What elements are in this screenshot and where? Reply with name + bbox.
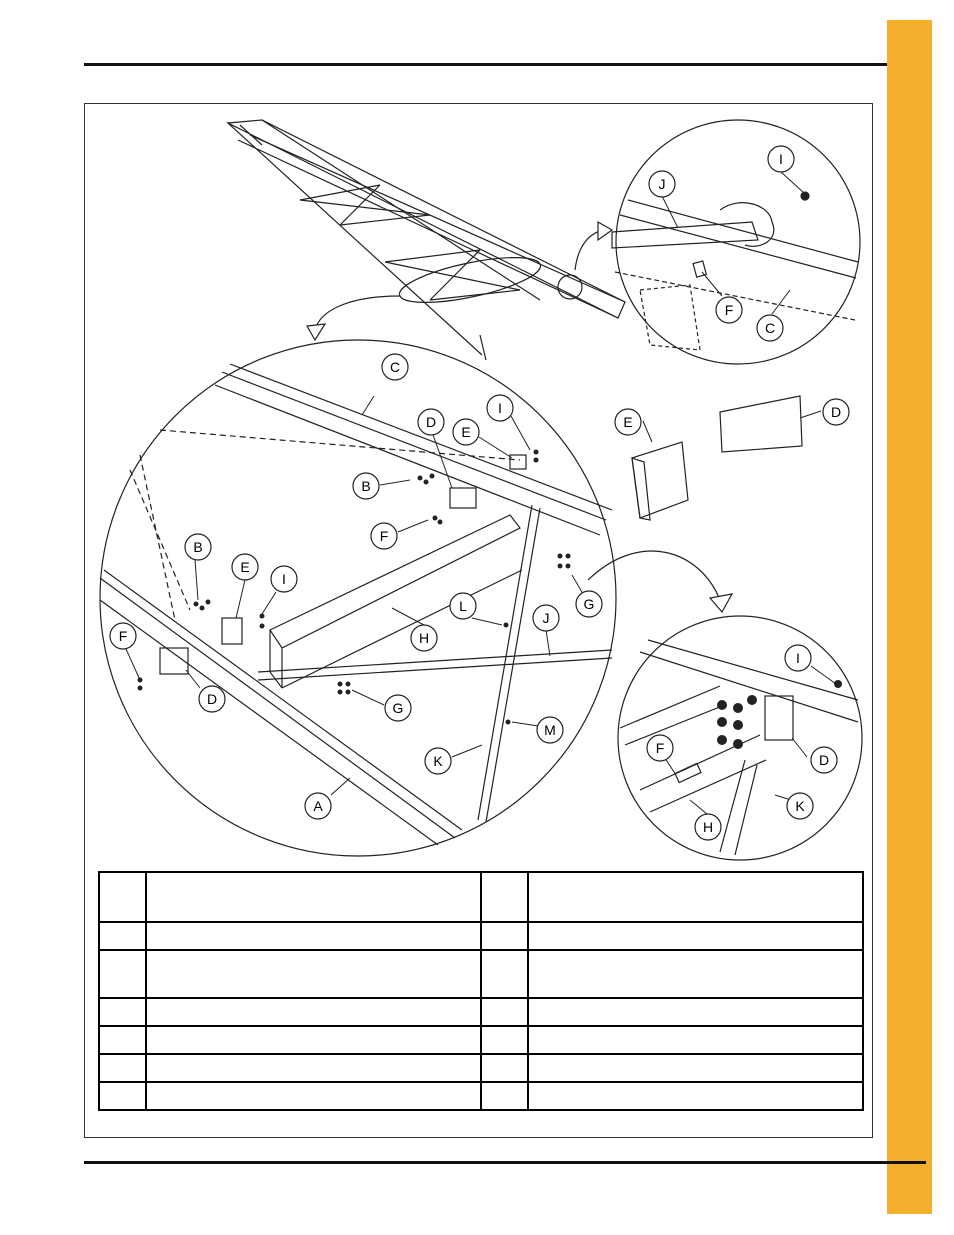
svg-text:F: F xyxy=(655,740,665,756)
svg-text:F: F xyxy=(724,302,734,318)
svg-text:F: F xyxy=(118,628,128,644)
svg-text:B: B xyxy=(193,539,203,555)
label-m-main xyxy=(537,717,563,743)
table-cell xyxy=(528,1026,863,1054)
table-cell xyxy=(481,1054,528,1082)
table-cell xyxy=(146,872,481,922)
label-d-left xyxy=(199,686,225,712)
table-row xyxy=(99,950,863,998)
label-f-left xyxy=(110,623,136,649)
svg-text:J: J xyxy=(542,610,550,626)
svg-text:E: E xyxy=(623,414,633,430)
table-cell xyxy=(528,922,863,950)
label-c-main xyxy=(382,354,408,380)
arrow-to-bottom-detail xyxy=(588,551,720,600)
table-cell xyxy=(146,950,481,998)
table-cell xyxy=(146,922,481,950)
bracket-e-loose xyxy=(632,442,688,520)
table-cell xyxy=(99,1026,146,1054)
svg-text:G: G xyxy=(392,700,404,716)
table-cell xyxy=(528,1082,863,1110)
detail-main xyxy=(100,340,616,856)
table-cell xyxy=(528,998,863,1026)
label-e-loose xyxy=(615,409,641,435)
label-f-bottom xyxy=(647,735,673,761)
table-cell xyxy=(481,998,528,1026)
table-cell xyxy=(528,1054,863,1082)
svg-text:J: J xyxy=(658,176,666,192)
label-b-main xyxy=(353,473,379,499)
svg-text:G: G xyxy=(583,596,595,612)
assembly-drawing xyxy=(90,110,868,865)
svg-text:H: H xyxy=(418,630,430,646)
svg-text:D: D xyxy=(830,404,842,420)
label-e-left xyxy=(232,554,258,580)
svg-text:M: M xyxy=(544,722,556,738)
table-cell xyxy=(99,950,146,998)
svg-text:K: K xyxy=(433,753,443,769)
table-cell xyxy=(146,1054,481,1082)
table-cell xyxy=(528,872,863,922)
table-row xyxy=(99,1054,863,1082)
svg-text:I: I xyxy=(498,400,502,416)
label-f-top xyxy=(716,297,742,323)
label-c-top xyxy=(757,315,783,341)
table-cell xyxy=(99,1082,146,1110)
svg-text:D: D xyxy=(425,414,437,430)
truss-overview xyxy=(228,120,625,360)
table-cell xyxy=(146,1082,481,1110)
arrow-to-main-detail xyxy=(315,296,400,330)
table-cell xyxy=(481,1082,528,1110)
svg-text:F: F xyxy=(379,528,389,544)
label-h-main xyxy=(411,625,437,651)
table-row xyxy=(99,998,863,1026)
table-cell xyxy=(528,950,863,998)
svg-text:C: C xyxy=(389,359,401,375)
table-row xyxy=(99,1082,863,1110)
label-k-bottom xyxy=(787,793,813,819)
table-cell xyxy=(99,922,146,950)
table-row xyxy=(99,872,863,922)
table-row xyxy=(99,922,863,950)
svg-text:D: D xyxy=(818,752,830,768)
leader-lines xyxy=(126,172,836,814)
label-i-left xyxy=(271,566,297,592)
footer-rule xyxy=(84,1161,926,1164)
svg-text:I: I xyxy=(282,571,286,587)
table-cell xyxy=(481,872,528,922)
table-cell xyxy=(481,950,528,998)
label-b-left xyxy=(185,534,211,560)
svg-text:B: B xyxy=(361,478,371,494)
label-e-main xyxy=(453,419,479,445)
section-tab xyxy=(887,20,932,1214)
label-d-loose xyxy=(823,399,849,425)
table-row xyxy=(99,1026,863,1054)
label-i-main xyxy=(487,395,513,421)
parts-table xyxy=(98,871,864,1111)
bracket-d-loose xyxy=(720,396,802,452)
label-i-bottom xyxy=(785,645,811,671)
table-cell xyxy=(481,922,528,950)
label-l-main xyxy=(450,593,476,619)
label-d-bottom xyxy=(811,747,837,773)
svg-text:L: L xyxy=(459,598,467,614)
label-g-bottom xyxy=(385,695,411,721)
label-g-right xyxy=(576,591,602,617)
label-i-top xyxy=(768,146,794,172)
svg-text:H: H xyxy=(702,819,714,835)
label-j-top xyxy=(649,171,675,197)
header-rule xyxy=(84,63,926,66)
svg-text:E: E xyxy=(461,424,471,440)
table-cell xyxy=(99,998,146,1026)
svg-text:K: K xyxy=(795,798,805,814)
table-cell xyxy=(146,998,481,1026)
label-f-main xyxy=(371,523,397,549)
table-cell xyxy=(146,1026,481,1054)
svg-text:A: A xyxy=(313,798,323,814)
svg-text:C: C xyxy=(764,320,776,336)
label-j-main xyxy=(533,605,559,631)
svg-text:D: D xyxy=(206,691,218,707)
svg-text:I: I xyxy=(779,151,783,167)
label-d-main xyxy=(418,409,444,435)
label-k-main xyxy=(425,748,451,774)
label-h-bottom xyxy=(695,814,721,840)
table-cell xyxy=(481,1026,528,1054)
detail-top-right xyxy=(612,120,860,364)
svg-text:E: E xyxy=(240,559,250,575)
label-a-main xyxy=(305,793,331,819)
table-cell xyxy=(99,872,146,922)
svg-text:I: I xyxy=(796,650,800,666)
table-cell xyxy=(99,1054,146,1082)
